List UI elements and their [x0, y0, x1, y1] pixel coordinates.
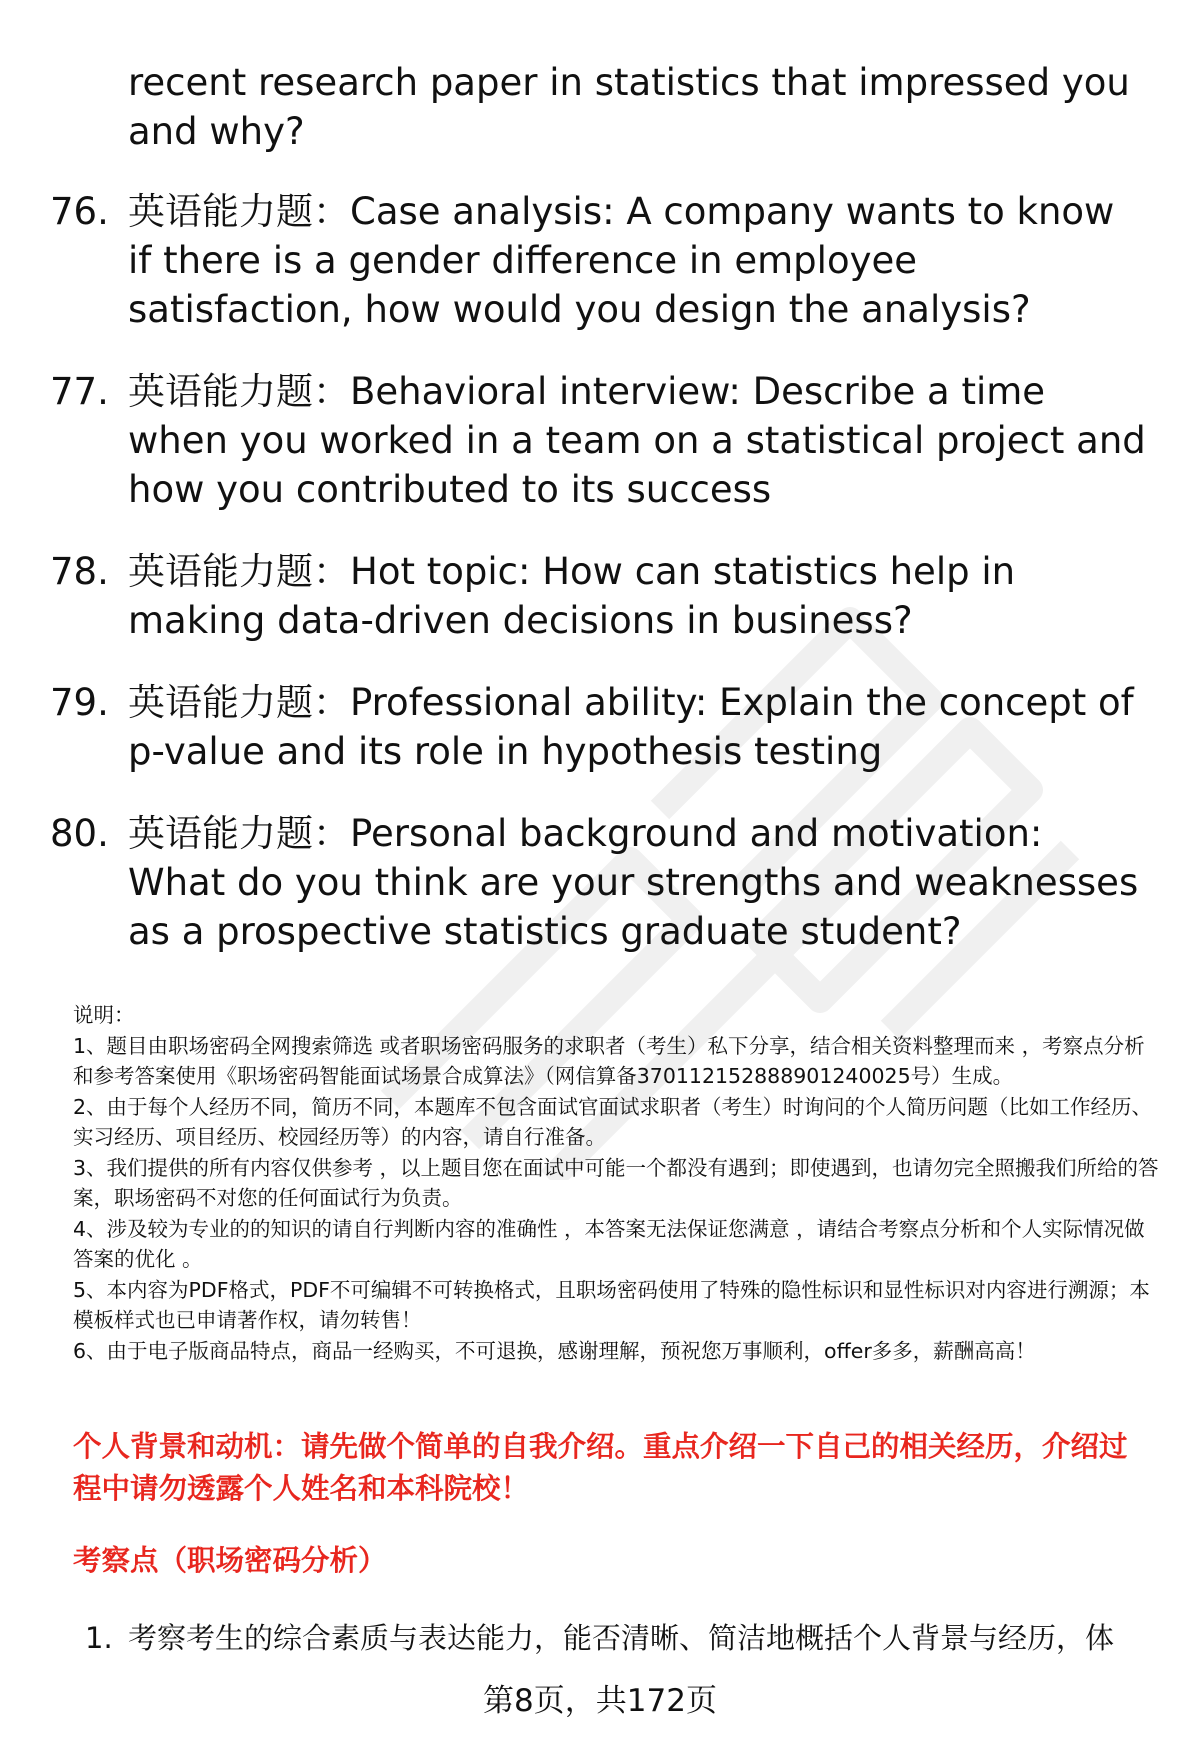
question-number: 80. — [50, 812, 109, 855]
question-item-79 — [50, 678, 1160, 776]
notes-title: 说明： — [73, 1003, 135, 1027]
question-text: 英语能力题：Hot topic: How can statistics help in making data-driven decisions in business? — [128, 550, 1016, 642]
question-list — [50, 187, 1160, 989]
question-item-80 — [50, 809, 1160, 956]
question-continuation: recent research paper in statistics that impressed you and why? — [128, 61, 1130, 153]
question-text: 英语能力题：Behavioral interview: Describe a time when you worked in a team on a statistical project and how you contributed to its success — [128, 370, 1146, 511]
question-text: 英语能力题：Case analysis: A company wants to know if there is a gender difference in employee satisfaction, how would you design the analysis? — [128, 190, 1115, 331]
question-item-78 — [50, 547, 1160, 645]
question-item-77 — [50, 367, 1160, 514]
question-text: 英语能力题：Personal background and motivation: What do you think are your strengths and weaknesses as a prospective statistics graduate student? — [128, 812, 1139, 953]
question-number: 76. — [50, 190, 109, 233]
analysis-point-1 — [85, 1618, 1165, 1658]
note-item-4: 4、涉及较为专业的的知识的请自行判断内容的准确性 ，本答案无法保证您满意 ，请结合考察点分析和个人实际情况做答案的优化 。 — [73, 1216, 1145, 1271]
note-item-6: 6、由于电子版商品特点，商品一经购买，不可退换，感谢理解，预祝您万事顺利，offer多多，薪酬高高！ — [73, 1338, 1036, 1363]
question-number: 78. — [50, 550, 109, 593]
note-item-2: 2、由于每个人经历不同，简历不同，本题库不包含面试官面试求职者（考生）时询问的个人简历问题（比如工作经历、实习经历、项目经历、校园经历等）的内容，请自行准备。 — [73, 1094, 1153, 1149]
note-item-3: 3、我们提供的所有内容仅供参考 ，以上题目您在面试中可能一个都没有遇到；即使遇到，也请勿完全照搬我们所给的答案，职场密码不对您的任何面试行为负责。 — [73, 1155, 1159, 1210]
question-number: 79. — [50, 681, 109, 724]
question-heading: 个人背景和动机：请先做个简单的自我介绍。重点介绍一下自己的相关经历，介绍过程中请勿透露个人姓名和本科院校！ — [73, 1430, 1128, 1505]
point-text: 考察考生的综合素质与表达能力，能否清晰、简洁地概括个人背景与经历，体 — [128, 1621, 1115, 1655]
point-number: 1. — [85, 1621, 113, 1655]
note-item-5: 5、本内容为PDF格式，PDF不可编辑不可转换格式，且职场密码使用了特殊的隐性标识和显性标识对内容进行溯源；本模板样式也已申请著作权，请勿转售！ — [73, 1277, 1150, 1332]
question-item-76 — [50, 187, 1160, 334]
question-number: 77. — [50, 370, 109, 413]
analysis-heading: 考察点（职场密码分析） — [73, 1544, 387, 1577]
page-footer: 第8页，共172页 — [483, 1683, 717, 1719]
notes-section — [73, 1000, 1163, 1366]
question-text: 英语能力题：Professional ability: Explain the concept of p-value and its role in hypothesis testing — [128, 681, 1134, 773]
note-item-1: 1、题目由职场密码全网搜索筛选 或者职场密码服务的求职者（考生）私下分享，结合相关资料整理而来 ，考察点分析和参考答案使用《职场密码智能面试场景合成算法》（网信算备370112152888901240025号）生成。 — [73, 1033, 1145, 1088]
